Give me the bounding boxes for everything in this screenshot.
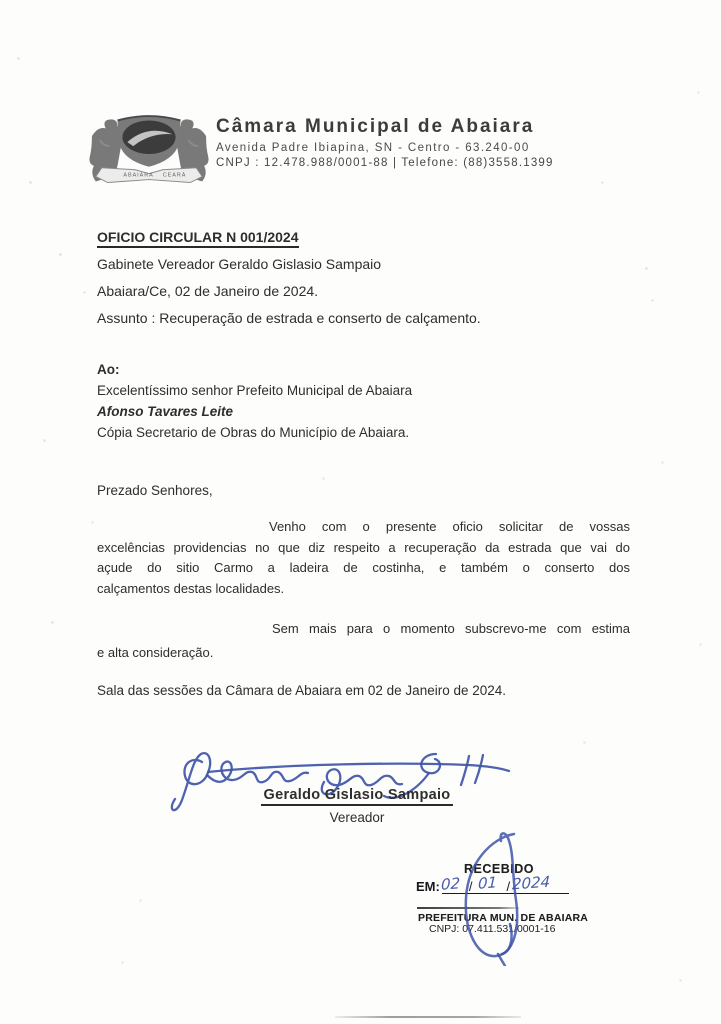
signer-name-text: Geraldo Gislasio Sampaio bbox=[261, 787, 454, 806]
signer-name bbox=[97, 787, 617, 803]
coat-of-arms-logo bbox=[86, 110, 212, 194]
handwritten-day: 02 bbox=[440, 874, 461, 894]
handwritten-month: 01 bbox=[477, 873, 498, 893]
signer-role: Vereador bbox=[329, 810, 385, 825]
stamp-em-label: EM: bbox=[416, 879, 440, 894]
paragraph-1-line: calçamentos destas localidades. bbox=[97, 580, 285, 596]
scan-noise bbox=[0, 0, 1, 1]
document-title-text: OFICIO CIRCULAR N 001/2024 bbox=[97, 229, 299, 248]
svg-text:CEARÁ: CEARÁ bbox=[162, 172, 187, 179]
org-name: Câmara Municipal de Abaiara bbox=[216, 116, 535, 137]
recipient-block bbox=[97, 359, 412, 443]
letterhead bbox=[216, 116, 554, 169]
stamp-date-slash: / bbox=[506, 879, 511, 894]
svg-text:ABAIARA: ABAIARA bbox=[123, 172, 154, 179]
paragraph-2-line: Sem mais para o momento subscrevo-me com estima bbox=[272, 621, 630, 636]
paragraph-1 bbox=[97, 517, 630, 599]
stamp-org-name: PREFEITURA MUN. DE ABAIARA bbox=[418, 912, 589, 924]
stamp-date-slash: / bbox=[468, 879, 473, 894]
paragraph-2-line: e alta consideração. bbox=[97, 645, 214, 660]
paragraph-1-line: excelências providencias no que diz respeito a recuperação da estrada que vai do bbox=[97, 539, 630, 555]
scan-edge-line bbox=[335, 1016, 521, 1018]
to-label: Ao: bbox=[97, 362, 120, 377]
place-date-line: Abaiara/Ce, 02 de Janeiro de 2024. bbox=[97, 283, 319, 299]
office-line: Gabinete Vereador Geraldo Gislasio Sampaio bbox=[97, 256, 382, 272]
org-cnpj-phone: CNPJ : 12.478.988/0001-88 | Telefone: (88)3558.1399 bbox=[216, 157, 554, 169]
recipient-line1: Excelentíssimo senhor Prefeito Municipal de Abaiara bbox=[97, 383, 413, 398]
salutation: Prezado Senhores, bbox=[97, 483, 213, 498]
paragraph-2 bbox=[97, 617, 630, 665]
stamp-cnpj: CNPJ: 07.411.531/0001-16 bbox=[429, 923, 556, 935]
paragraph-1-line: Venho com o presente oficio solicitar de vossas bbox=[269, 519, 630, 534]
handwritten-signature bbox=[168, 744, 513, 818]
stamp-received-label: RECEBIDO bbox=[464, 862, 534, 876]
paragraph-1-line: açude do sitio Carmo a ladeira de costinha, e também o conserto dos bbox=[97, 560, 630, 575]
org-address: Avenida Padre Ibiapina, SN - Centro - 63.240-00 bbox=[216, 142, 530, 154]
document-title bbox=[97, 224, 481, 251]
recipient-name: Afonso Tavares Leite bbox=[97, 404, 234, 419]
recipient-copy-line: Cópia Secretario de Obras do Município de Abaiara. bbox=[97, 425, 410, 440]
pen-stroke-loop bbox=[452, 828, 544, 966]
document-meta bbox=[97, 224, 481, 332]
closing-line: Sala das sessões da Câmara de Abaiara em 02 de Janeiro de 2024. bbox=[97, 683, 507, 698]
subject-line: Assunto : Recuperação de estrada e conserto de calçamento. bbox=[97, 310, 481, 326]
handwritten-year: 2024 bbox=[511, 872, 551, 894]
